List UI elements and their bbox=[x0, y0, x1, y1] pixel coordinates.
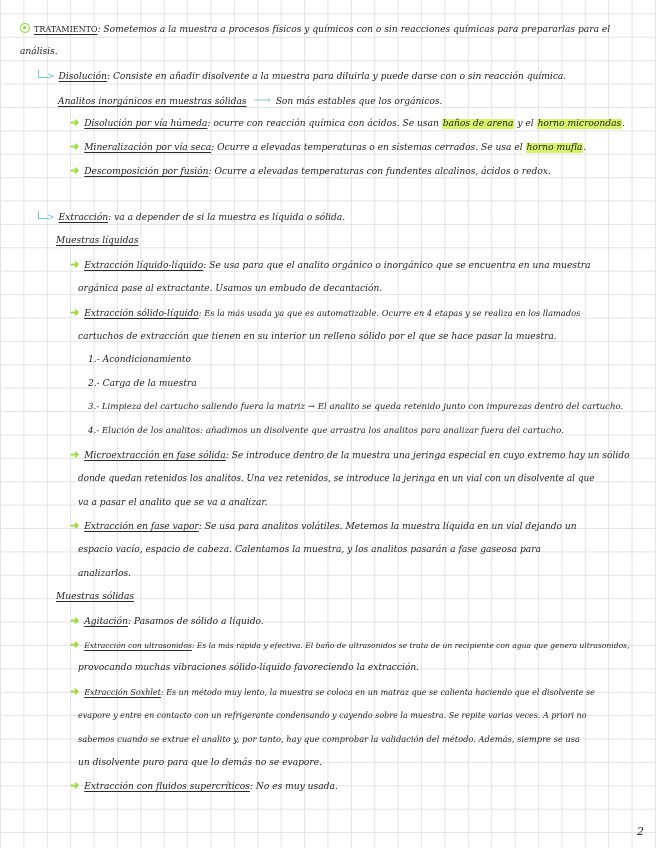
agitacion-text: : Pasamos de sólido a líquido. bbox=[127, 617, 264, 627]
sol-liq-text-2: cartuchos de extracción que tienen en su interior un relleno sólido por el que se hace pasar la muestra. bbox=[78, 332, 557, 342]
liq-liq-text-2: orgánica pase al extractante. Usamos un embudo de decantación. bbox=[78, 284, 383, 294]
extraccion-line bbox=[38, 211, 345, 224]
soxhlet-title: Extracción Soxhlet bbox=[84, 688, 161, 697]
inorganicos-line bbox=[58, 94, 442, 108]
soxhlet-text-2: evapore y entre en contacto con un refrigerante condensando y cayendo sobre la muestra. Se repite varias veces. A priori no bbox=[78, 711, 587, 720]
ultrasonidos-text: : Es la más rápida y efectiva. El baño de ultrasonidos se trata de un recipiente con agua que genera ultrasonidos, bbox=[191, 641, 630, 650]
supercriticos-title: Extracción con fluidos supercríticos bbox=[84, 782, 250, 792]
extraccion-title: Extracción bbox=[58, 213, 109, 223]
sol-liq-line bbox=[70, 307, 580, 320]
ultrasonidos-line bbox=[70, 639, 629, 652]
liq-liq-title: Extracción líquido-líquido bbox=[84, 261, 204, 271]
green-arrow-icon: ➜ bbox=[70, 140, 80, 153]
green-arrow-icon: ➜ bbox=[70, 779, 80, 792]
green-arrow-icon: ➜ bbox=[70, 448, 80, 461]
sol-liq-text: : Es la más usada ya que es automatizable. Ocurre en 4 etapas y se realiza en los llamados bbox=[198, 308, 581, 318]
ultrasonidos-text-2: provocando muchas vibraciones sólido-líquido favoreciendo la extracción. bbox=[78, 663, 420, 673]
soxhlet-text-4: un disolvente puro para que lo demás no se evapore. bbox=[78, 758, 323, 768]
agitacion-line bbox=[70, 615, 264, 628]
fase-vapor-text-3: analizarlos. bbox=[78, 569, 132, 579]
agitacion-title: Agitación bbox=[84, 617, 128, 627]
target-circle-icon bbox=[20, 23, 30, 33]
via-humeda-end: . bbox=[622, 119, 626, 129]
inorganicos-text: Son más estables que los orgánicos. bbox=[275, 97, 443, 107]
microextraccion-line bbox=[70, 449, 630, 462]
sol-liq-step-4: 4.- Elución de los analitos: añadimos un disolvente que arrastra los analitos para analizar fuera del cartucho. bbox=[88, 426, 564, 436]
green-arrow-icon: ➜ bbox=[70, 614, 80, 627]
liquidas-heading-text: Muestras líquidas bbox=[56, 236, 139, 246]
sol-liq-step-1: 1.- Acondicionamiento bbox=[88, 355, 192, 365]
supercriticos-text: : No es muy usada. bbox=[249, 782, 338, 792]
microextraccion-text-2: donde quedan retenidos los analitos. Una vez retenidos, se introduce la jeringa en un vial con un disolvente al que bbox=[78, 474, 595, 484]
inorganicos-heading: Analitos inorgánicos en muestras sólidas bbox=[58, 97, 247, 107]
hook-arrow-tip-icon: > bbox=[47, 72, 55, 82]
soxhlet-text-3: sabemos cuando se extrae el analito y, por tanto, hay que comprobar la validación del método. Además, siempre se usa bbox=[78, 734, 580, 744]
highlight-horno-mufla: horno mufla bbox=[526, 143, 583, 153]
fusion-line bbox=[70, 165, 551, 178]
fase-vapor-text-2: espacio vacío, espacio de cabeza. Calentamos la muestra, y los analitos pasarán a fase gaseosa para bbox=[78, 545, 541, 555]
microextraccion-text: : Se introduce dentro de la muestra una jeringa especial en cuyo extremo hay un sólido bbox=[225, 451, 630, 461]
fusion-text: : Ocurre a elevadas temperaturas con fundentes alcalinos, ácidos o redox. bbox=[208, 167, 551, 177]
fase-vapor-line bbox=[70, 520, 577, 533]
microextraccion-text-3: va a pasar el analito que se va a analizar. bbox=[78, 498, 268, 508]
via-seca-title: Mineralización por vía seca bbox=[84, 143, 212, 153]
microextraccion-title: Microextracción en fase sólida bbox=[84, 451, 226, 461]
highlight-horno-microondas: horno microondas bbox=[537, 119, 622, 129]
liq-liq-text: : Se usa para que el analito orgánico o inorgánico que se encuentra en una muestra bbox=[203, 261, 591, 271]
highlight-banos-arena: baños de arena bbox=[442, 119, 514, 129]
via-seca-end: . bbox=[583, 143, 587, 153]
sol-liq-step-3: 3.- Limpieza del cartucho saliendo fuera la matriz → El analito se queda retenido junto con impurezas dentro del cartucho. bbox=[88, 402, 624, 412]
soxhlet-text: : Es un método muy lento, la muestra se coloca en un matraz que se calienta haciendo que el disolvente se bbox=[160, 688, 595, 697]
ultrasonidos-title: Extracción con ultrasonidos bbox=[84, 641, 192, 650]
fase-vapor-text: : Se usa para analitos volátiles. Metemos la muestra líquida en un vial dejando un bbox=[198, 522, 577, 532]
soxhlet-line bbox=[70, 686, 595, 699]
via-seca-line bbox=[70, 141, 586, 154]
extraccion-text: : va a depender de si la muestra es líquida o sólida. bbox=[108, 213, 346, 223]
fase-vapor-title: Extracción en fase vapor bbox=[84, 522, 199, 532]
sol-liq-title: Extracción sólido-líquido bbox=[84, 309, 199, 319]
via-humeda-mid: y el bbox=[517, 119, 534, 129]
page-number: 2 bbox=[637, 825, 644, 838]
green-arrow-icon: ➜ bbox=[70, 519, 80, 532]
tratamiento-title: TRATAMIENTO bbox=[34, 25, 98, 34]
disolucion-line bbox=[38, 70, 566, 83]
liq-liq-line bbox=[70, 259, 591, 272]
via-humeda-text: : ocurre con reacción química con ácidos. Se usan bbox=[207, 119, 439, 129]
via-humeda-line bbox=[70, 117, 625, 130]
tratamiento-text: : Sometemos a la muestra a procesos físicos y químicos con o sin reacciones químicas para prepararlas para el bbox=[97, 25, 611, 35]
solidas-heading-text: Muestras sólidas bbox=[56, 592, 135, 602]
fusion-title: Descomposición por fusión bbox=[84, 167, 209, 177]
tratamiento-line bbox=[20, 23, 610, 36]
liquidas-heading bbox=[56, 235, 139, 247]
sol-liq-step-2: 2.- Carga de la muestra bbox=[88, 379, 197, 389]
green-arrow-icon: ➜ bbox=[70, 116, 80, 129]
green-arrow-icon: ➜ bbox=[70, 306, 80, 319]
supercriticos-line bbox=[70, 780, 338, 793]
green-arrow-icon: ➜ bbox=[70, 685, 80, 698]
via-seca-text: : Ocurre a elevadas temperaturas o en sistemas cerrados. Se usa el bbox=[211, 143, 523, 153]
green-arrow-icon: ➜ bbox=[70, 638, 80, 651]
green-arrow-icon: ➜ bbox=[70, 258, 80, 271]
right-arrow-icon: ⟶ bbox=[253, 93, 271, 107]
via-humeda-title: Disolución por vía húmeda bbox=[84, 119, 208, 129]
disolucion-text: : Consiste en añadir disolvente a la muestra para diluirla y puede darse con o sin reacción química. bbox=[107, 72, 567, 82]
disolucion-title: Disolución bbox=[58, 72, 107, 82]
solidas-heading bbox=[56, 591, 134, 603]
green-arrow-icon: ➜ bbox=[70, 164, 80, 177]
hook-arrow-tip-icon: > bbox=[47, 213, 55, 223]
tratamiento-text-2: análisis. bbox=[20, 47, 58, 57]
